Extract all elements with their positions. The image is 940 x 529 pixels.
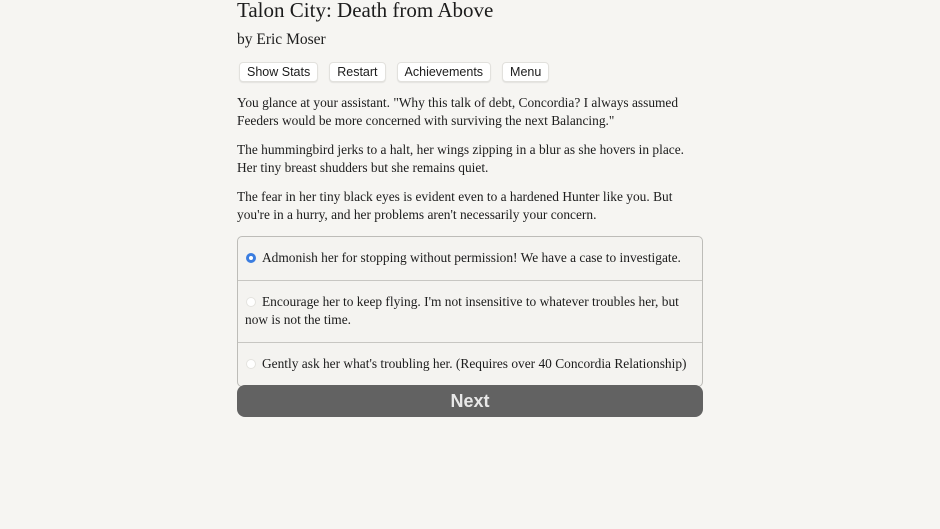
radio-button[interactable] xyxy=(246,359,256,369)
story-paragraph: The hummingbird jerks to a halt, her wings zipping in a blur as she hovers in place. Her tiny breast shudders but she remains quiet. xyxy=(237,142,684,175)
choice-label: Encourage her to keep flying. I'm not insensitive to whatever troubles her, but now is not the time. xyxy=(245,294,679,327)
choice-option-admonish[interactable] xyxy=(238,237,702,280)
radio-button-selected[interactable] xyxy=(246,253,256,263)
radio-button[interactable] xyxy=(246,297,256,307)
story-paragraph: The fear in her tiny black eyes is evident even to a hardened Hunter like you. But you're in a hurry, and her problems aren't necessarily your concern. xyxy=(237,189,673,222)
choice-label: Admonish her for stopping without permission! We have a case to investigate. xyxy=(262,250,681,265)
page-title: Talon City: Death from Above xyxy=(237,0,494,22)
story-text xyxy=(237,94,707,235)
next-button[interactable]: Next xyxy=(237,385,703,417)
menu-button[interactable]: Menu xyxy=(502,62,549,82)
choice-option-ask[interactable] xyxy=(238,342,702,386)
restart-button[interactable]: Restart xyxy=(329,62,385,82)
show-stats-button[interactable]: Show Stats xyxy=(239,62,318,82)
author-line: by Eric Moser xyxy=(237,31,326,48)
choice-label: Gently ask her what's troubling her. (Requires over 40 Concordia Relationship) xyxy=(262,356,687,371)
toolbar xyxy=(239,62,549,82)
choice-list xyxy=(237,236,703,387)
story-paragraph: You glance at your assistant. "Why this talk of debt, Concordia? I always assumed Feeders would be more concerned with surviving the next Balancing." xyxy=(237,95,679,128)
achievements-button[interactable]: Achievements xyxy=(397,62,492,82)
choice-option-encourage[interactable] xyxy=(238,280,702,342)
